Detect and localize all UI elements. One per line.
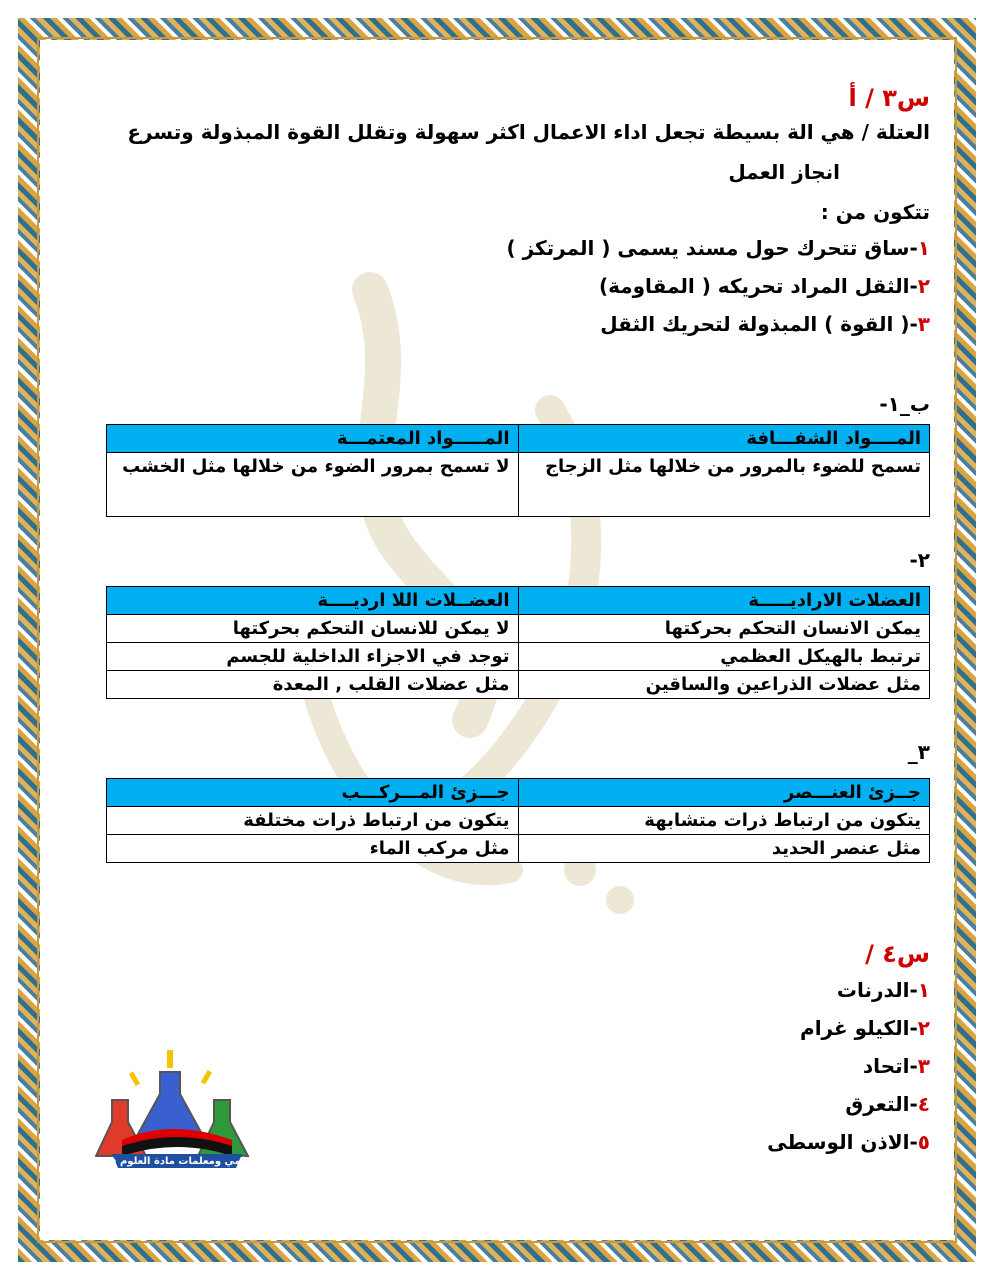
q3-heading: س٣ / أ [848, 84, 930, 112]
table-row: یتكون من ارتباط ذرات متشابھة یتكون من ارتباط ذرات مختلفة [107, 807, 930, 835]
muscles-table [106, 586, 930, 699]
consists-label: تتكون من : [820, 200, 930, 224]
lever-part-1: ١-ساق تتحرك حول مسند يسمى ( المرتكز ) [506, 236, 930, 260]
header-transparent: المــــواد الشفـــافة [518, 425, 930, 453]
table-row: یمكن الانسان التحكم بحركتها لا یمكن للانسان التحكم بحركتها [107, 615, 930, 643]
cell-opaque: لا تسمح بمرور الضوء من خلالها مثل الخشب [107, 453, 519, 517]
science-group-logo [64, 1050, 290, 1200]
lever-part-2: ٢-الثقل المراد تحريكه ( المقاومة) [598, 274, 930, 298]
header-compound-molecule: جـــزئ المـــركـــب [107, 779, 519, 807]
molecules-table [106, 778, 930, 863]
q4-answer-3: ٣-اتحاد [862, 1054, 930, 1078]
section-b1-label: ب_١- [879, 392, 930, 416]
header-element-molecule: جــزئ العنـــصر [518, 779, 930, 807]
q4-answer-1: ١-الدرنات [836, 978, 930, 1002]
section-b3-label: ٣_ [907, 740, 930, 764]
materials-table [106, 424, 930, 517]
q4-answer-2: ٢-الكيلو غرام [800, 1016, 930, 1040]
header-voluntary: العضلات الارادیـــــة [518, 587, 930, 615]
q4-answer-5: ٥-الاذن الوسطى [767, 1130, 930, 1154]
header-involuntary: العضــلات اللا اردیــــة [107, 587, 519, 615]
logo-text: كروب معلمي ومعلمات مادة العلوم في العراق [64, 1156, 290, 1167]
table-row: مثل عنصر الحدید مثل مركب الماء [107, 835, 930, 863]
table-row: مثل عضلات الذراعین والساقین مثل عضلات القلب , المعدة [107, 671, 930, 699]
cell-transparent: تسمح للضوء بالمرور من خلالها مثل الزجاج [518, 453, 930, 517]
lever-definition-line1: العتلة / هي الة بسيطة تجعل اداء الاعمال اكثر سهولة وتقلل القوة المبذولة وتسرع [127, 120, 930, 144]
table-row: ترتبط بالھیكل العظمي توجد في الاجزاء الداخلیة للجسم [107, 643, 930, 671]
lever-part-3: ٣-( القوة ) المبذولة لتحريك الثقل [600, 312, 930, 336]
q4-answer-4: ٤-التعرق [845, 1092, 930, 1116]
lever-definition-line2: انجاز العمل [728, 160, 840, 184]
q4-heading: س٤ / [865, 940, 930, 968]
answer-sheet [70, 70, 930, 1170]
header-opaque: المـــــواد المعتمـــة [107, 425, 519, 453]
section-b2-label: ٢- [909, 548, 930, 572]
